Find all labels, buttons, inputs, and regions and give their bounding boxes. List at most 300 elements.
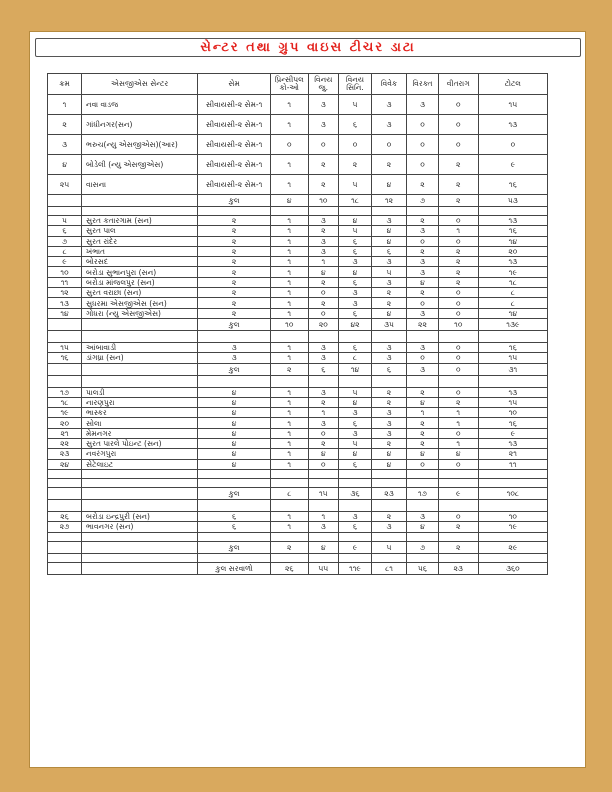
blank-cell bbox=[339, 499, 372, 511]
table-row bbox=[48, 115, 548, 135]
kram-cell: ૧૧ bbox=[48, 277, 82, 287]
table-row bbox=[48, 246, 548, 256]
blank-cell bbox=[371, 207, 406, 216]
value-cell: ૨ bbox=[371, 387, 406, 397]
blank-row bbox=[48, 532, 548, 541]
total-value: ૫૫ bbox=[308, 562, 339, 574]
total-value: ૧૪ bbox=[339, 363, 372, 375]
value-cell: ૧ bbox=[270, 342, 308, 352]
blank-cell bbox=[438, 532, 478, 541]
total-cell bbox=[48, 195, 82, 207]
value-cell: ૫ bbox=[339, 439, 372, 449]
value-cell: ૦ bbox=[438, 511, 478, 521]
value-cell: ૧ bbox=[270, 95, 308, 115]
value-cell: ૧ bbox=[270, 459, 308, 469]
blank-cell bbox=[371, 330, 406, 342]
total-value: ૬ bbox=[308, 363, 339, 375]
blank-cell bbox=[48, 532, 82, 541]
blank-cell bbox=[82, 469, 198, 478]
total-value: ૨ bbox=[438, 541, 478, 553]
total-value: ૭ bbox=[407, 195, 439, 207]
value-cell: ૬ bbox=[339, 459, 372, 469]
value-cell: ૩ bbox=[407, 226, 439, 236]
total-value: ૨ bbox=[438, 195, 478, 207]
value-cell: ૧ bbox=[270, 353, 308, 363]
sem-cell: ૪ bbox=[198, 439, 271, 449]
sem-cell: સીવાયસી-૨ સેમ-૧ bbox=[198, 95, 271, 115]
blank-cell bbox=[339, 207, 372, 216]
total-row bbox=[48, 318, 548, 330]
value-cell: ૦ bbox=[438, 353, 478, 363]
center-name-cell: સુધરમા એસજીએસ (સન) bbox=[82, 298, 198, 308]
blank-cell bbox=[270, 532, 308, 541]
header-principal: પ્રિન્સીપલ કો-ઓ bbox=[270, 74, 308, 95]
value-cell: ૩ bbox=[371, 95, 406, 115]
blank-cell bbox=[478, 532, 547, 541]
kram-cell: ૨૬ bbox=[48, 511, 82, 521]
blank-cell bbox=[198, 478, 271, 487]
blank-cell bbox=[339, 375, 372, 387]
center-name-cell: બરોડા ઇન્દ્રપુરી (સન) bbox=[82, 511, 198, 521]
value-cell: ૦ bbox=[438, 428, 478, 438]
header-vinay-sr: વિનય સિનિ. bbox=[339, 74, 372, 95]
total-value: ૩ bbox=[407, 363, 439, 375]
value-cell: ૧૫ bbox=[478, 397, 547, 407]
kram-cell: ૨ bbox=[48, 115, 82, 135]
value-cell: ૦ bbox=[407, 115, 439, 135]
value-cell: ૦ bbox=[407, 135, 439, 155]
kram-cell: ૨૨ bbox=[48, 439, 82, 449]
value-cell: ૧ bbox=[270, 418, 308, 428]
value-cell: ૩ bbox=[371, 418, 406, 428]
value-cell: ૩ bbox=[407, 267, 439, 277]
blank-cell bbox=[48, 553, 82, 562]
value-cell: ૨ bbox=[371, 397, 406, 407]
blank-cell bbox=[438, 499, 478, 511]
total-value: ૨૩ bbox=[371, 487, 406, 499]
sem-cell: ૬ bbox=[198, 511, 271, 521]
blank-cell bbox=[82, 553, 198, 562]
value-cell: ૧૩ bbox=[478, 216, 547, 226]
value-cell: ૨ bbox=[371, 288, 406, 298]
kram-cell: ૧૩ bbox=[48, 298, 82, 308]
value-cell: ૨ bbox=[339, 155, 372, 175]
value-cell: ૧ bbox=[270, 308, 308, 318]
value-cell: ૬ bbox=[339, 236, 372, 246]
total-value: ૨ bbox=[270, 363, 308, 375]
total-cell bbox=[48, 541, 82, 553]
blank-cell bbox=[270, 499, 308, 511]
total-value: ૧૦ bbox=[308, 195, 339, 207]
value-cell: ૪ bbox=[371, 308, 406, 318]
value-cell: ૧ bbox=[270, 246, 308, 256]
table-header-row bbox=[48, 74, 548, 95]
blank-cell bbox=[407, 207, 439, 216]
sem-cell: ૪ bbox=[198, 459, 271, 469]
table-row bbox=[48, 288, 548, 298]
value-cell: ૧ bbox=[438, 439, 478, 449]
blank-cell bbox=[48, 207, 82, 216]
value-cell: ૧ bbox=[407, 408, 439, 418]
center-name-cell: ગોધરા (ન્યુ એસજીએસ) bbox=[82, 308, 198, 318]
blank-cell bbox=[371, 478, 406, 487]
value-cell: ૨ bbox=[407, 387, 439, 397]
blank-cell bbox=[270, 469, 308, 478]
sem-cell: ૪ bbox=[198, 387, 271, 397]
header-vivek: વિવેક bbox=[371, 74, 406, 95]
kram-cell: ૧૮ bbox=[48, 397, 82, 407]
value-cell: ૧૯ bbox=[478, 522, 547, 532]
total-value: ૧૧૯ bbox=[339, 562, 372, 574]
value-cell: ૦ bbox=[407, 236, 439, 246]
blank-cell bbox=[438, 469, 478, 478]
center-name-cell: સુરત વરાછા (સન) bbox=[82, 288, 198, 298]
sem-cell: ૨ bbox=[198, 267, 271, 277]
table-row bbox=[48, 277, 548, 287]
blank-cell bbox=[82, 499, 198, 511]
value-cell: ૩ bbox=[371, 522, 406, 532]
total-value: ૧૦ bbox=[270, 318, 308, 330]
table-row bbox=[48, 175, 548, 195]
kram-cell: ૨૭ bbox=[48, 522, 82, 532]
total-value: ૧૩૯ bbox=[478, 318, 547, 330]
total-value: ૪ bbox=[270, 195, 308, 207]
total-cell bbox=[48, 487, 82, 499]
total-cell bbox=[82, 363, 198, 375]
value-cell: ૧ bbox=[270, 298, 308, 308]
table-row bbox=[48, 226, 548, 236]
total-cell bbox=[48, 363, 82, 375]
blank-cell bbox=[48, 469, 82, 478]
value-cell: ૪ bbox=[339, 216, 372, 226]
center-name-cell: સોલા bbox=[82, 418, 198, 428]
center-name-cell: ભરુચ(ન્યુ એસજીએસ)(આર) bbox=[82, 135, 198, 155]
value-cell: ૧ bbox=[438, 418, 478, 428]
blank-cell bbox=[339, 330, 372, 342]
value-cell: ૪ bbox=[407, 397, 439, 407]
sem-cell: ૪ bbox=[198, 428, 271, 438]
table-row bbox=[48, 267, 548, 277]
center-name-cell: નવરંગપુરા bbox=[82, 449, 198, 459]
value-cell: ૫ bbox=[339, 175, 372, 195]
sem-cell: ૨ bbox=[198, 277, 271, 287]
kram-cell: ૨૦ bbox=[48, 418, 82, 428]
value-cell: ૦ bbox=[407, 459, 439, 469]
blank-cell bbox=[270, 553, 308, 562]
blank-cell bbox=[438, 207, 478, 216]
value-cell: ૧ bbox=[270, 428, 308, 438]
value-cell: ૨ bbox=[438, 522, 478, 532]
total-value: ૨૨ bbox=[407, 318, 439, 330]
kram-cell: ૧૨ bbox=[48, 288, 82, 298]
value-cell: ૧૪ bbox=[478, 308, 547, 318]
value-cell: ૦ bbox=[438, 216, 478, 226]
total-label: કુલ bbox=[198, 363, 271, 375]
value-cell: ૪ bbox=[308, 449, 339, 459]
blank-cell bbox=[407, 499, 439, 511]
blank-cell bbox=[407, 469, 439, 478]
sem-cell: સીવાયસી-૨ સેમ-૧ bbox=[198, 175, 271, 195]
blank-cell bbox=[48, 499, 82, 511]
table-row bbox=[48, 95, 548, 115]
center-name-cell: ભાવનગર (સન) bbox=[82, 522, 198, 532]
value-cell: ૩ bbox=[339, 288, 372, 298]
blank-row bbox=[48, 553, 548, 562]
table-row bbox=[48, 236, 548, 246]
value-cell: ૧૬ bbox=[478, 418, 547, 428]
value-cell: ૦ bbox=[407, 155, 439, 175]
value-cell: ૩ bbox=[339, 511, 372, 521]
header-sem: સેમ bbox=[198, 74, 271, 95]
value-cell: ૨ bbox=[407, 439, 439, 449]
value-cell: ૪ bbox=[438, 449, 478, 459]
blank-row bbox=[48, 469, 548, 478]
blank-cell bbox=[339, 469, 372, 478]
sem-cell: ૬ bbox=[198, 522, 271, 532]
total-value: ૯ bbox=[339, 541, 372, 553]
value-cell: ૧ bbox=[270, 408, 308, 418]
value-cell: ૧૩ bbox=[478, 257, 547, 267]
sem-cell: ૩ bbox=[198, 353, 271, 363]
table-row bbox=[48, 511, 548, 521]
value-cell: ૧ bbox=[270, 449, 308, 459]
page-title: સેન્ટર તથા ગ્રુપ વાઇસ ટીચર ડાટા bbox=[35, 38, 581, 57]
table-row bbox=[48, 353, 548, 363]
value-cell: ૩ bbox=[308, 522, 339, 532]
value-cell: ૦ bbox=[478, 135, 547, 155]
value-cell: ૧ bbox=[270, 257, 308, 267]
total-value: ૫૬ bbox=[407, 562, 439, 574]
sem-cell: ૨ bbox=[198, 288, 271, 298]
value-cell: ૨ bbox=[438, 175, 478, 195]
value-cell: ૦ bbox=[438, 95, 478, 115]
total-label: કુલ bbox=[198, 541, 271, 553]
blank-cell bbox=[308, 330, 339, 342]
table-row bbox=[48, 428, 548, 438]
blank-cell bbox=[478, 207, 547, 216]
value-cell: ૨ bbox=[308, 226, 339, 236]
blank-row bbox=[48, 478, 548, 487]
sem-cell: ૨ bbox=[198, 226, 271, 236]
blank-cell bbox=[198, 532, 271, 541]
value-cell: ૧૬ bbox=[478, 175, 547, 195]
sem-cell: સીવાયસી-૨ સેમ-૧ bbox=[198, 155, 271, 175]
value-cell: ૨ bbox=[407, 175, 439, 195]
value-cell: ૮ bbox=[478, 288, 547, 298]
blank-cell bbox=[308, 499, 339, 511]
value-cell: ૬ bbox=[339, 522, 372, 532]
total-label: કુલ bbox=[198, 318, 271, 330]
total-row bbox=[48, 562, 548, 574]
value-cell: ૫ bbox=[371, 267, 406, 277]
value-cell: ૪ bbox=[371, 459, 406, 469]
value-cell: ૨ bbox=[407, 216, 439, 226]
value-cell: ૩ bbox=[308, 216, 339, 226]
total-value: ૯ bbox=[438, 487, 478, 499]
total-row bbox=[48, 541, 548, 553]
value-cell: ૪ bbox=[371, 226, 406, 236]
table-row bbox=[48, 257, 548, 267]
blank-cell bbox=[478, 375, 547, 387]
value-cell: ૩ bbox=[371, 257, 406, 267]
blank-cell bbox=[198, 469, 271, 478]
value-cell: ૩ bbox=[308, 95, 339, 115]
value-cell: ૦ bbox=[407, 353, 439, 363]
blank-cell bbox=[270, 330, 308, 342]
sem-cell: ૨ bbox=[198, 246, 271, 256]
blank-cell bbox=[308, 478, 339, 487]
value-cell: ૨ bbox=[371, 155, 406, 175]
total-cell bbox=[48, 562, 82, 574]
kram-cell: ૨૪ bbox=[48, 459, 82, 469]
value-cell: ૨ bbox=[371, 511, 406, 521]
blank-cell bbox=[407, 478, 439, 487]
value-cell: ૧ bbox=[270, 267, 308, 277]
value-cell: ૧૩ bbox=[478, 439, 547, 449]
value-cell: ૧૩ bbox=[478, 115, 547, 135]
blank-cell bbox=[82, 207, 198, 216]
total-row bbox=[48, 363, 548, 375]
value-cell: ૨ bbox=[308, 277, 339, 287]
value-cell: ૦ bbox=[308, 288, 339, 298]
center-name-cell: વાસના bbox=[82, 175, 198, 195]
table-row bbox=[48, 397, 548, 407]
value-cell: ૨ bbox=[308, 155, 339, 175]
blank-cell bbox=[478, 469, 547, 478]
value-cell: ૦ bbox=[438, 135, 478, 155]
blank-cell bbox=[371, 553, 406, 562]
total-cell bbox=[82, 562, 198, 574]
sem-cell: ૨ bbox=[198, 236, 271, 246]
value-cell: ૦ bbox=[308, 428, 339, 438]
total-value: ૩૬ bbox=[339, 487, 372, 499]
value-cell: ૩ bbox=[407, 257, 439, 267]
center-name-cell: સુરત કતારગામ (સન) bbox=[82, 216, 198, 226]
value-cell: ૦ bbox=[270, 135, 308, 155]
blank-cell bbox=[82, 330, 198, 342]
value-cell: ૦ bbox=[438, 342, 478, 352]
value-cell: ૩ bbox=[308, 246, 339, 256]
value-cell: ૧૮ bbox=[478, 277, 547, 287]
value-cell: ૩ bbox=[339, 257, 372, 267]
value-cell: ૨ bbox=[438, 246, 478, 256]
value-cell: ૩ bbox=[339, 408, 372, 418]
value-cell: ૪ bbox=[407, 449, 439, 459]
total-row bbox=[48, 195, 548, 207]
total-value: ૦ bbox=[438, 363, 478, 375]
value-cell: ૧૬ bbox=[478, 342, 547, 352]
blank-cell bbox=[407, 330, 439, 342]
blank-cell bbox=[478, 499, 547, 511]
value-cell: ૪ bbox=[407, 277, 439, 287]
blank-cell bbox=[270, 478, 308, 487]
total-value: ૨૯ bbox=[478, 541, 547, 553]
sem-cell: સીવાયસી-૨ સેમ-૧ bbox=[198, 115, 271, 135]
table-row bbox=[48, 298, 548, 308]
value-cell: ૧ bbox=[308, 257, 339, 267]
value-cell: ૩ bbox=[371, 216, 406, 226]
center-name-cell: ગાંધીનગર(સન) bbox=[82, 115, 198, 135]
blank-cell bbox=[371, 499, 406, 511]
value-cell: ૨ bbox=[438, 397, 478, 407]
header-vitrag: વીતરાગ bbox=[438, 74, 478, 95]
value-cell: ૫ bbox=[339, 95, 372, 115]
value-cell: ૩ bbox=[308, 342, 339, 352]
blank-cell bbox=[478, 553, 547, 562]
center-name-cell: સુરત પારલે પોઇન્ટ (સન) bbox=[82, 439, 198, 449]
total-cell bbox=[48, 318, 82, 330]
blank-cell bbox=[438, 375, 478, 387]
value-cell: ૦ bbox=[438, 298, 478, 308]
value-cell: ૧ bbox=[270, 439, 308, 449]
table-row bbox=[48, 418, 548, 428]
center-name-cell: સેટેલાઇટ bbox=[82, 459, 198, 469]
value-cell: ૪ bbox=[371, 449, 406, 459]
value-cell: ૧૪ bbox=[478, 236, 547, 246]
value-cell: ૨૦ bbox=[478, 246, 547, 256]
value-cell: ૯ bbox=[478, 428, 547, 438]
value-cell: ૩ bbox=[407, 95, 439, 115]
table-row bbox=[48, 387, 548, 397]
value-cell: ૨ bbox=[407, 288, 439, 298]
kram-cell: ૨૧ bbox=[48, 428, 82, 438]
total-value: ૨૩ bbox=[438, 562, 478, 574]
value-cell: ૪ bbox=[371, 236, 406, 246]
total-value: ૧૫ bbox=[308, 487, 339, 499]
value-cell: ૧ bbox=[308, 408, 339, 418]
value-cell: ૮ bbox=[478, 298, 547, 308]
value-cell: ૧ bbox=[270, 522, 308, 532]
value-cell: ૧ bbox=[308, 511, 339, 521]
value-cell: ૧ bbox=[270, 115, 308, 135]
value-cell: ૪ bbox=[339, 397, 372, 407]
blank-cell bbox=[308, 553, 339, 562]
blank-cell bbox=[82, 532, 198, 541]
value-cell: ૩ bbox=[308, 236, 339, 246]
value-cell: ૨ bbox=[407, 246, 439, 256]
value-cell: ૦ bbox=[438, 288, 478, 298]
table-row bbox=[48, 135, 548, 155]
value-cell: ૬ bbox=[339, 418, 372, 428]
header-virakt: વિરક્ત bbox=[407, 74, 439, 95]
blank-row bbox=[48, 330, 548, 342]
center-name-cell: પાલડી bbox=[82, 387, 198, 397]
blank-cell bbox=[407, 375, 439, 387]
total-value: ૮ bbox=[270, 487, 308, 499]
table-row bbox=[48, 308, 548, 318]
blank-cell bbox=[82, 375, 198, 387]
sem-cell: ૨ bbox=[198, 257, 271, 267]
value-cell: ૧ bbox=[270, 226, 308, 236]
blank-row bbox=[48, 375, 548, 387]
value-cell: ૩ bbox=[371, 408, 406, 418]
value-cell: ૩ bbox=[339, 298, 372, 308]
value-cell: ૨ bbox=[438, 267, 478, 277]
total-value: ૪૨ bbox=[339, 318, 372, 330]
kram-cell: ૧૬ bbox=[48, 353, 82, 363]
blank-cell bbox=[308, 469, 339, 478]
total-value: ૧૦૮ bbox=[478, 487, 547, 499]
value-cell: ૧૫ bbox=[478, 95, 547, 115]
blank-cell bbox=[82, 478, 198, 487]
kram-cell: ૧૭ bbox=[48, 387, 82, 397]
blank-row bbox=[48, 207, 548, 216]
value-cell: ૧ bbox=[270, 397, 308, 407]
kram-cell: ૩ bbox=[48, 135, 82, 155]
value-cell: ૧ bbox=[270, 277, 308, 287]
value-cell: ૯ bbox=[478, 155, 547, 175]
value-cell: ૩ bbox=[371, 277, 406, 287]
